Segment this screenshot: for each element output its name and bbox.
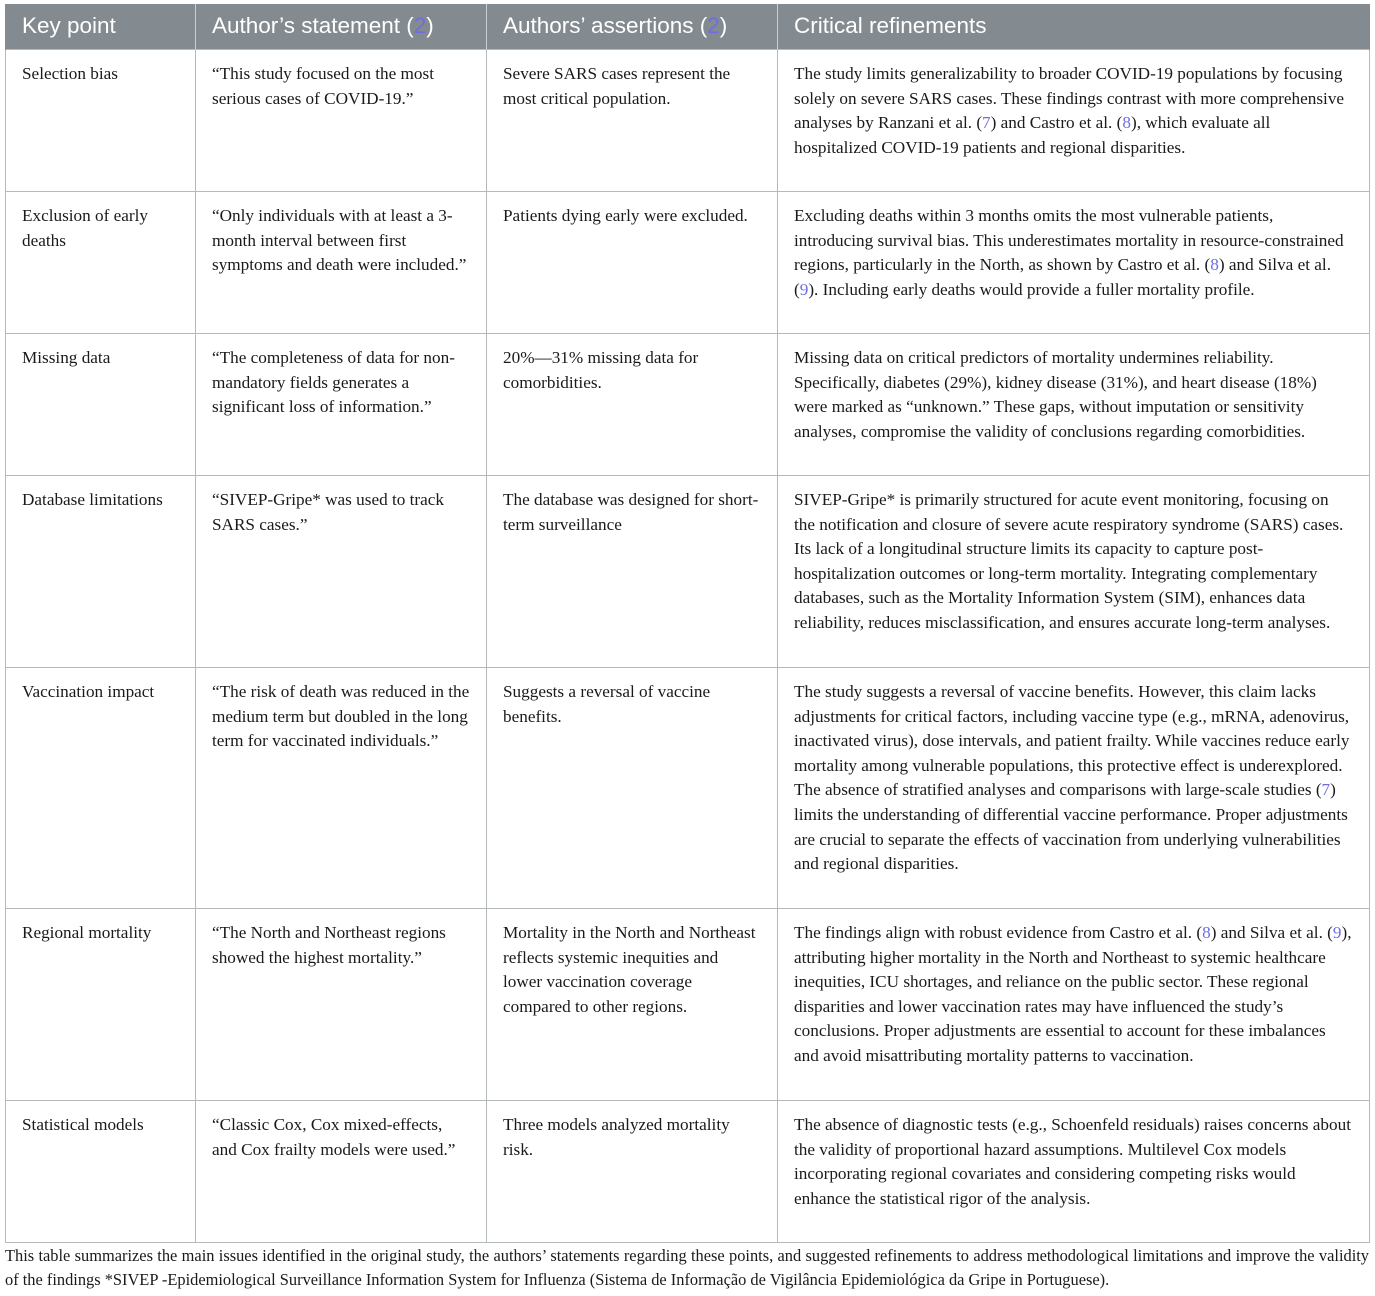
refinement-text: ). Including early deaths would provide a fuller mortality profile. bbox=[808, 279, 1255, 299]
cell-author-statement: “The completeness of data for non-mandatory fields generates a significant loss of information.” bbox=[196, 334, 487, 476]
refinement-text: The absence of diagnostic tests (e.g., Schoenfeld residuals) raises concerns about the validity of proportional hazard assumptions. Multilevel Cox models incorporating regional covariates and considering competing risks would enhance the statistical rigor of the analysis. bbox=[794, 1115, 1351, 1208]
cell-author-statement: “This study focused on the most serious cases of COVID-19.” bbox=[196, 50, 487, 192]
critique-table-container bbox=[5, 4, 1369, 1243]
header-critical-refinements bbox=[778, 4, 1370, 50]
cell-critical-refinement bbox=[778, 476, 1370, 668]
header-author-statement-text: Author’s statement ( bbox=[212, 13, 414, 39]
refinement-text: The study suggests a reversal of vaccine benefits. However, this claim lacks adjustments for critical factors, including vaccine type (e.g., mRNA, adenovirus, inactivated virus), dose intervals, and patient frailty. While vaccines reduce early mortality among vulnerable populations, this protective effect is underexplored. The absence of stratified analyses and comparisons with large-scale studies ( bbox=[794, 682, 1350, 800]
cell-key-point: Database limitations bbox=[6, 476, 196, 668]
cell-key-point: Statistical models bbox=[6, 1101, 196, 1243]
header-critical-refinements-text: Critical refinements bbox=[794, 13, 987, 39]
cell-authors-assertion: Three models analyzed mortality risk. bbox=[487, 1101, 778, 1243]
reference-link[interactable]: 8 bbox=[1210, 255, 1219, 275]
refinement-text: The study limits generalizability to broader COVID-19 populations by focusing solely on severe SARS cases. These findings contrast with more comprehensive analyses by Ranzani et al. ( bbox=[794, 64, 1345, 133]
refinement-text: The findings align with robust evidence from Castro et al. ( bbox=[794, 923, 1203, 942]
cell-authors-assertion: Severe SARS cases represent the most critical population. bbox=[487, 50, 778, 192]
cell-authors-assertion: 20%—31% missing data for comorbidities. bbox=[487, 334, 778, 476]
header-authors-assertions-ref-link[interactable]: 2 bbox=[707, 13, 720, 39]
header-authors-assertions-close: ) bbox=[719, 13, 728, 39]
cell-authors-assertion: Patients dying early were excluded. bbox=[487, 192, 778, 334]
refinement-text: Excluding deaths within 3 months omits the most vulnerable patients, introducing survival bias. This underestimates mortality in resource-constrained regions, particularly in the North, as shown by Castro et al. ( bbox=[794, 206, 1344, 275]
table-row bbox=[6, 476, 1370, 668]
table-row bbox=[6, 192, 1370, 334]
critique-table bbox=[5, 4, 1370, 1243]
cell-critical-refinement bbox=[778, 668, 1370, 909]
header-key-point bbox=[6, 4, 196, 50]
reference-link[interactable]: 9 bbox=[1332, 923, 1342, 942]
refinement-text: ) and Castro et al. ( bbox=[990, 113, 1123, 133]
cell-author-statement: “The North and Northeast regions showed the highest mortality.” bbox=[196, 909, 487, 1101]
table-row bbox=[6, 909, 1370, 1101]
cell-authors-assertion: The database was designed for short-term surveillance bbox=[487, 476, 778, 668]
refinement-text: ) limits the understanding of differential vaccine performance. Proper adjustments are crucial to separate the effects of vaccination from underlying vulnerabilities and regional disparities. bbox=[794, 780, 1348, 874]
header-author-statement-close: ) bbox=[426, 13, 434, 39]
refinement-text: ), which evaluate all hospitalized COVID-19 patients and regional disparities. bbox=[794, 113, 1271, 157]
cell-author-statement: “The risk of death was reduced in the medium term but doubled in the long term for vaccinated individuals.” bbox=[196, 668, 487, 909]
refinement-text: SIVEP-Gripe* is primarily structured for acute event monitoring, focusing on the notification and closure of severe acute respiratory syndrome (SARS) cases. Its lack of a longitudinal structure limits its capacity to capture post-hospitalization outcomes or long-term mortality. Integrating complementary databases, such as the Mortality Information System (SIM), enhances data reliability, reduces misclassification, and ensures accurate long-term analyses. bbox=[794, 490, 1344, 632]
table-row bbox=[6, 334, 1370, 476]
cell-critical-refinement bbox=[778, 334, 1370, 476]
cell-key-point: Missing data bbox=[6, 334, 196, 476]
cell-authors-assertion: Suggests a reversal of vaccine benefits. bbox=[487, 668, 778, 909]
refinement-text: Missing data on critical predictors of mortality undermines reliability. Specifically, diabetes (29%), kidney disease (31%), and heart disease (18%) were marked as “unknown.” These gaps, without imputation or sensitivity analyses, compromise the validity of conclusions regarding comorbidities. bbox=[794, 348, 1317, 441]
cell-author-statement: “Classic Cox, Cox mixed-effects, and Cox frailty models were used.” bbox=[196, 1101, 487, 1243]
cell-critical-refinement bbox=[778, 909, 1370, 1101]
reference-link[interactable]: 9 bbox=[799, 279, 809, 299]
reference-link[interactable]: 8 bbox=[1202, 923, 1211, 942]
refinement-text: ) and Silva et al. ( bbox=[794, 255, 1331, 299]
cell-authors-assertion: Mortality in the North and Northeast reflects systemic inequities and lower vaccination coverage compared to other regions. bbox=[487, 909, 778, 1101]
reference-link[interactable]: 8 bbox=[1122, 113, 1131, 133]
header-author-statement-ref-link[interactable]: 2 bbox=[413, 13, 427, 39]
reference-link[interactable]: 7 bbox=[982, 113, 991, 133]
header-row bbox=[6, 4, 1370, 50]
cell-key-point: Regional mortality bbox=[6, 909, 196, 1101]
header-key-point-text: Key point bbox=[22, 13, 116, 39]
header-authors-assertions-text: Authors’ assertions ( bbox=[503, 13, 708, 39]
cell-key-point: Selection bias bbox=[6, 50, 196, 192]
reference-link[interactable]: 7 bbox=[1321, 780, 1331, 800]
refinement-text: ) and Silva et al. ( bbox=[1210, 923, 1333, 942]
header-authors-assertions bbox=[487, 4, 778, 50]
cell-critical-refinement bbox=[778, 1101, 1370, 1243]
table-footnote: This table summarizes the main issues identified in the original study, the authors’ statements regarding these points, and suggested refinements to address methodological limitations and improve the validity of the findings *SIVEP -Epidemiological Surveillance Information System for Influenza (Sistema de Informação de Vigilância Epidemiológica da Gripe in Portuguese). bbox=[5, 1246, 1369, 1289]
table-row bbox=[6, 668, 1370, 909]
table-body bbox=[6, 50, 1370, 1243]
cell-author-statement: “Only individuals with at least a 3-month interval between first symptoms and death were included.” bbox=[196, 192, 487, 334]
cell-critical-refinement bbox=[778, 50, 1370, 192]
header-author-statement bbox=[196, 4, 487, 50]
table-row bbox=[6, 1101, 1370, 1243]
refinement-text: ), attributing higher mortality in the North and Northeast to systemic healthcare inequities, ICU shortages, and reliance on the public sector. These regional disparities and lower vaccination rates may have influenced the study’s conclusions. Proper adjustments are essential to account for these imbalances and avoid misattributing mortality patterns to vaccination. bbox=[794, 923, 1352, 1065]
cell-key-point: Vaccination impact bbox=[6, 668, 196, 909]
table-header bbox=[6, 4, 1370, 50]
cell-critical-refinement bbox=[778, 192, 1370, 334]
table-row bbox=[6, 50, 1370, 192]
cell-author-statement: “SIVEP-Gripe* was used to track SARS cases.” bbox=[196, 476, 487, 668]
cell-key-point: Exclusion of early deaths bbox=[6, 192, 196, 334]
